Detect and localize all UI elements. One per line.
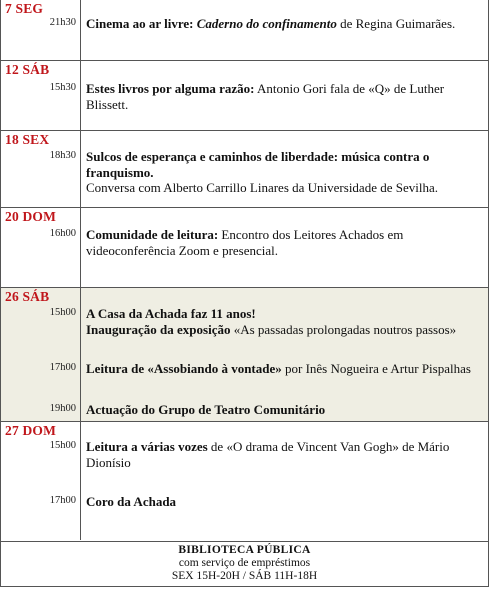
table-border-bottom (0, 586, 489, 587)
day-row (0, 60, 489, 130)
day-row (0, 130, 489, 207)
event-detail-text: de «O drama de Vincent Van Gogh» de Mário Dionísio (86, 439, 450, 470)
table-border-left (0, 0, 1, 586)
event-detail-text: Antonio Gori fala de «Q» de Luther Blissett. (86, 81, 445, 112)
event-description (86, 149, 484, 196)
event-time: 15h30 (49, 82, 76, 93)
day-label: 26 SÁB (5, 289, 50, 304)
event-time: 21h30 (49, 17, 76, 28)
event-title-text: Cinema ao ar livre: (86, 16, 197, 31)
library-footer (0, 541, 489, 586)
column-divider (80, 0, 81, 540)
day-label: 12 SÁB (5, 62, 50, 77)
event-time: 17h00 (49, 362, 76, 373)
event-title-text: Sulcos de esperança e caminhos de liberdade: música contra o franquismo. (86, 149, 430, 180)
event-detail-text: de Regina Guimarães. (336, 16, 456, 31)
event-detail-text: Conversa com Alberto Carrillo Linares da Universidade de Sevilha. (86, 180, 438, 195)
event-time: 17h00 (49, 495, 76, 506)
event-time: 16h00 (49, 228, 76, 239)
event-title-text: Inauguração da exposição (86, 321, 231, 337)
event-description (86, 81, 484, 112)
event-detail-text: Encontro dos Leitores Achados em videoconferência Zoom e presencial. (86, 227, 404, 258)
event-title-text: Caderno do confinamento (196, 16, 337, 31)
library-hours: SEX 15H-20H / SÁB 11H-18H (171, 570, 318, 582)
event-description (86, 439, 484, 470)
event-title-text: A Casa da Achada faz 11 anos! (86, 306, 256, 321)
day-label: 20 DOM (5, 209, 57, 224)
event-description (86, 16, 484, 32)
event-time: 19h00 (49, 403, 76, 414)
event-description (86, 227, 484, 258)
event-title-text: Coro da Achada (86, 494, 177, 509)
event-title-text: Actuação do Grupo de Teatro Comunitário (86, 402, 326, 417)
event-description (86, 361, 484, 377)
day-row (0, 421, 489, 541)
day-row (0, 287, 489, 421)
day-label: 27 DOM (5, 423, 57, 438)
day-row (0, 0, 489, 60)
day-label: 18 SEX (5, 132, 50, 147)
day-row (0, 207, 489, 287)
day-label: 7 SEG (5, 1, 44, 16)
event-title-text: Leitura a várias vozes (86, 439, 208, 454)
event-detail-text: «As passadas prolongadas noutros passos» (230, 321, 457, 337)
event-time: 18h30 (49, 150, 76, 161)
event-detail-text: por Inês Nogueira e Artur Pispalhas (281, 361, 471, 376)
event-title-text: Leitura de «Assobiando à vontade» (86, 361, 282, 376)
library-title: BIBLIOTECA PÚBLICA (178, 544, 311, 556)
event-description (86, 306, 484, 337)
event-title-text: Comunidade de leitura: (86, 227, 219, 242)
library-subtitle: com serviço de empréstimos (178, 557, 311, 569)
event-time: 15h00 (49, 440, 76, 451)
event-time: 15h00 (49, 307, 76, 318)
event-description (86, 494, 484, 510)
event-description (86, 402, 484, 418)
event-title-text: Estes livros por alguma razão: (86, 81, 255, 96)
